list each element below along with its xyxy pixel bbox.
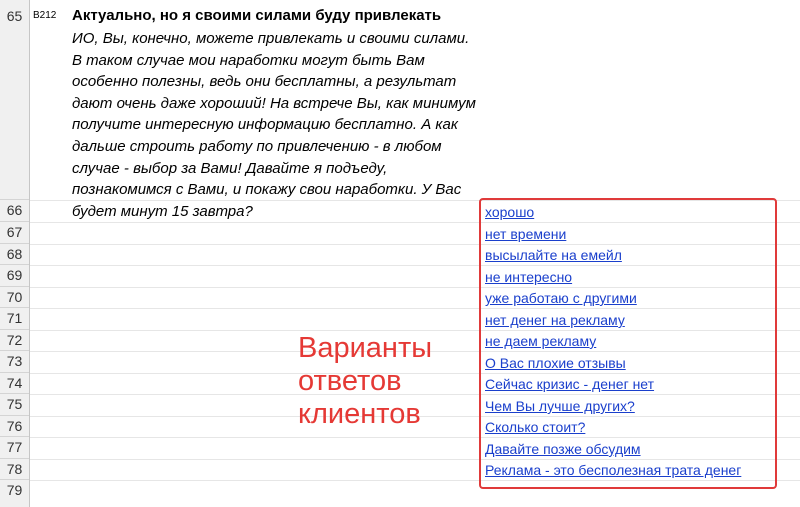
answer-link[interactable]: уже работаю с другими [485, 290, 637, 306]
row-number-67[interactable]: 67 [0, 222, 29, 244]
cell-title[interactable]: Актуально, но я своими силами буду привлекать [72, 7, 442, 24]
row-number-71[interactable]: 71 [0, 308, 29, 330]
row-number-75[interactable]: 75 [0, 394, 29, 416]
body-line: В таком случае мои наработки могут быть Вам [72, 51, 425, 69]
body-line: ИО, Вы, конечно, можете привлекать и своими силами. [72, 30, 470, 47]
answer-link[interactable]: Чем Вы лучше других? [485, 398, 635, 414]
row-number-79[interactable]: 79 [6, 482, 23, 498]
row-header-column [0, 0, 30, 507]
annotation-label [298, 332, 468, 431]
row-number-74[interactable]: 74 [0, 373, 29, 395]
body-line: особенно полезны, ведь они бесплатны, а результат [72, 73, 457, 91]
cell-reference[interactable]: B212 [33, 10, 57, 21]
annotation-line: клиентов [298, 398, 421, 430]
body-line: дальше строить работу по привлечению - в любом [72, 137, 442, 155]
row-number-65[interactable]: 65 [0, 0, 29, 200]
answer-link[interactable]: Реклама - это бесполезная трата денег [485, 462, 742, 478]
answer-link[interactable]: не интересно [485, 269, 573, 285]
body-line: дают очень даже хороший! На встрече Вы, как минимум [72, 94, 476, 112]
answer-link[interactable]: нет денег на рекламу [485, 312, 625, 328]
body-line: будет минут 15 завтра? [72, 202, 253, 220]
body-line: познакомимся с Вами, и покажу свои наработки. У Вас [72, 181, 462, 199]
body-line: случае - выбор за Вами! Давайте я подъеду, [72, 159, 388, 177]
body-line: получите интересную информацию бесплатно. А как [72, 116, 458, 134]
row-number-76[interactable]: 76 [0, 416, 29, 438]
row-number-68[interactable]: 68 [0, 244, 29, 266]
annotation-line: Варианты [298, 332, 433, 364]
annotation-line: ответов [298, 365, 402, 397]
row-number-66[interactable]: 66 [0, 200, 29, 222]
answer-link[interactable]: хорошо [485, 204, 535, 220]
answer-link[interactable]: Сколько стоит? [485, 419, 586, 435]
answer-link[interactable]: Давайте позже обсудим [485, 441, 641, 457]
row-number-73[interactable]: 73 [0, 351, 29, 373]
answer-link[interactable]: нет времени [485, 226, 567, 242]
answer-link[interactable]: О Вас плохие отзывы [485, 355, 626, 371]
answer-link[interactable]: не даем рекламу [485, 333, 597, 349]
cell-body-text[interactable] [72, 28, 492, 222]
row-number-78[interactable]: 78 [0, 459, 29, 481]
row-number-72[interactable]: 72 [0, 330, 29, 352]
row-number-69[interactable]: 69 [0, 265, 29, 287]
row-number-77[interactable]: 77 [0, 437, 29, 459]
answer-link[interactable]: Сейчас кризис - денег нет [485, 376, 655, 392]
answer-link[interactable]: высылайте на емейл [485, 247, 622, 263]
row-number-70[interactable]: 70 [0, 287, 29, 309]
